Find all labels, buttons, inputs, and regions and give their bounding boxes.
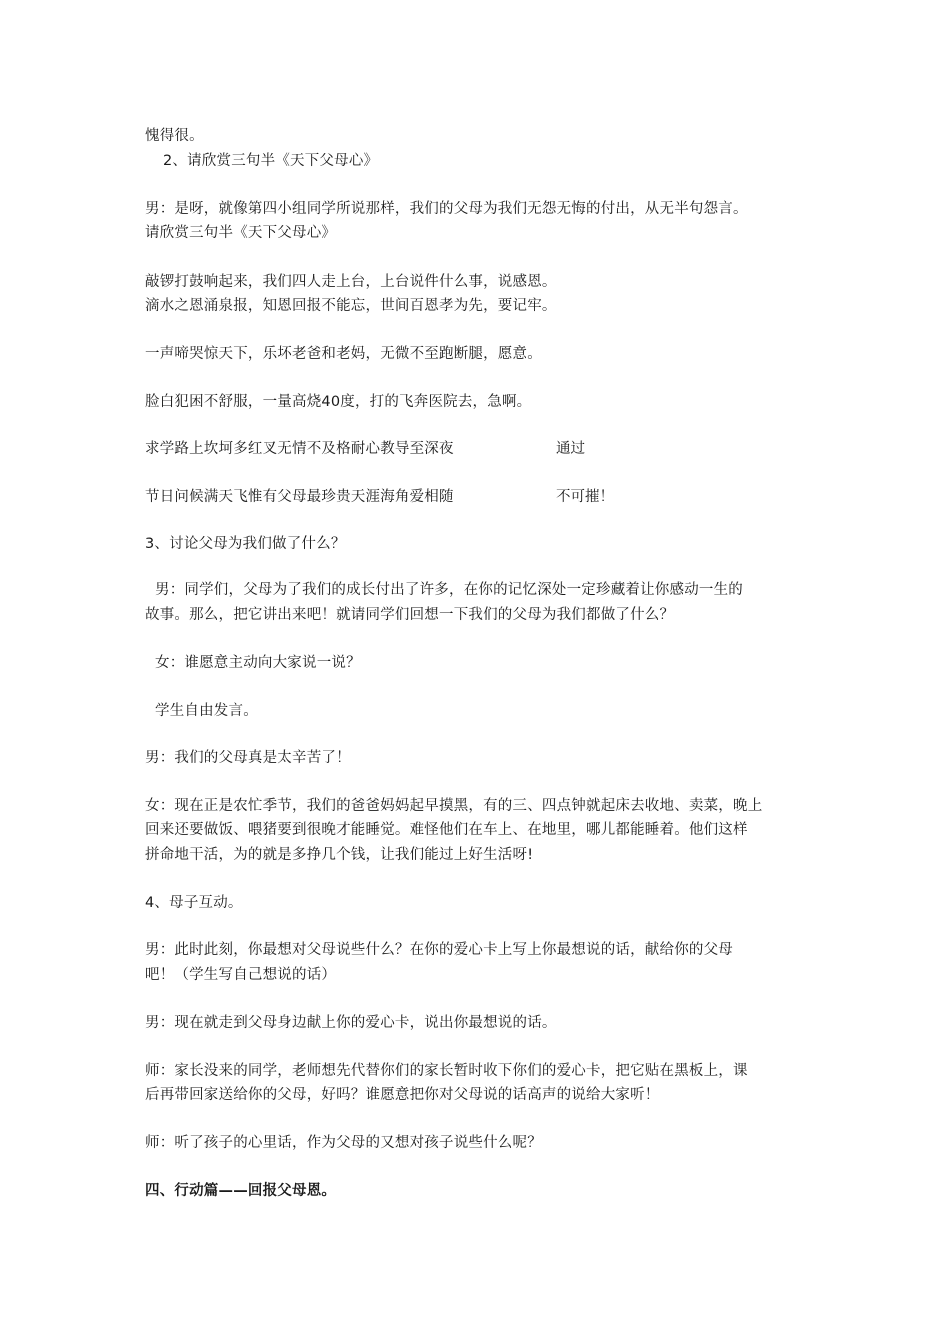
section-heading-4: 4、母子互动。 xyxy=(145,895,243,911)
text-line: 师：家长没来的同学，老师想先代替你们的家长暂时收下你们的爱心卡，把它贴在黑板上，课 xyxy=(145,1063,748,1079)
section-heading-four: 四、行动篇——回报父母恩。 xyxy=(145,1183,337,1199)
text-line: 男：此时此刻，你最想对父母说些什么？在你的爱心卡上写上你最想说的话，献给你的父母 xyxy=(145,942,733,958)
text-line: 滴水之恩涌泉报，知恩回报不能忘，世间百恩孝为先，要记牢。 xyxy=(145,298,557,314)
text-line-suffix: 不可摧！ xyxy=(556,489,614,505)
text-line-suffix: 通过 xyxy=(556,441,585,457)
text-line: 男：是呀，就像第四小组同学所说那样，我们的父母为我们无怨无悔的付出，从无半句怨言。 xyxy=(145,201,748,217)
text-line: 师：听了孩子的心里话，作为父母的又想对孩子说些什么呢？ xyxy=(145,1135,542,1151)
text-line: 请欣赏三句半《天下父母心》 xyxy=(145,225,337,241)
text-line: 女：谁愿意主动向大家说一说？ xyxy=(155,655,361,671)
text-line: 男：同学们，父母为了我们的成长付出了许多，在你的记忆深处一定珍藏着让你感动一生的 xyxy=(155,582,743,598)
text-line: 吧！（学生写自己想说的话） xyxy=(145,967,337,983)
text-line: 敲锣打鼓响起来，我们四人走上台，上台说件什么事，说感恩。 xyxy=(145,274,557,290)
text-line: 求学路上坎坷多红叉无情不及格耐心教导至深夜 xyxy=(145,441,454,457)
text-line: 女：现在正是农忙季节，我们的爸爸妈妈起早摸黑，有的三、四点钟就起床去收地、卖菜，晚上 xyxy=(145,798,763,814)
section-heading-2: 2、请欣赏三句半《天下父母心》 xyxy=(163,153,379,169)
text-line: 一声啼哭惊天下，乐坏老爸和老妈，无微不至跑断腿，愿意。 xyxy=(145,346,542,362)
text-line: 男：现在就走到父母身边献上你的爱心卡，说出你最想说的话。 xyxy=(145,1015,557,1031)
text-line: 学生自由发言。 xyxy=(155,703,258,719)
text-line: 回来还要做饭、喂猪要到很晚才能睡觉。难怪他们在车上、在地里，哪儿都能睡着。他们这样 xyxy=(145,822,748,838)
section-heading-3: 3、讨论父母为我们做了什么？ xyxy=(145,536,346,552)
text-line: 后再带回家送给你的父母，好吗？谁愿意把你对父母说的话高声的说给大家听！ xyxy=(145,1087,660,1103)
text-line: 男：我们的父母真是太辛苦了！ xyxy=(145,750,351,766)
text-line: 愧得很。 xyxy=(145,128,204,144)
text-line: 拼命地干活，为的就是多挣几个钱，让我们能过上好生活呀! xyxy=(145,847,534,863)
text-line: 节日问候满天飞惟有父母最珍贵天涯海角爱相随 xyxy=(145,489,454,505)
text-line: 脸白犯困不舒服，一量高烧40度，打的飞奔医院去，急啊。 xyxy=(145,394,532,410)
text-line: 故事。那么，把它讲出来吧！就请同学们回想一下我们的父母为我们都做了什么？ xyxy=(145,607,675,623)
